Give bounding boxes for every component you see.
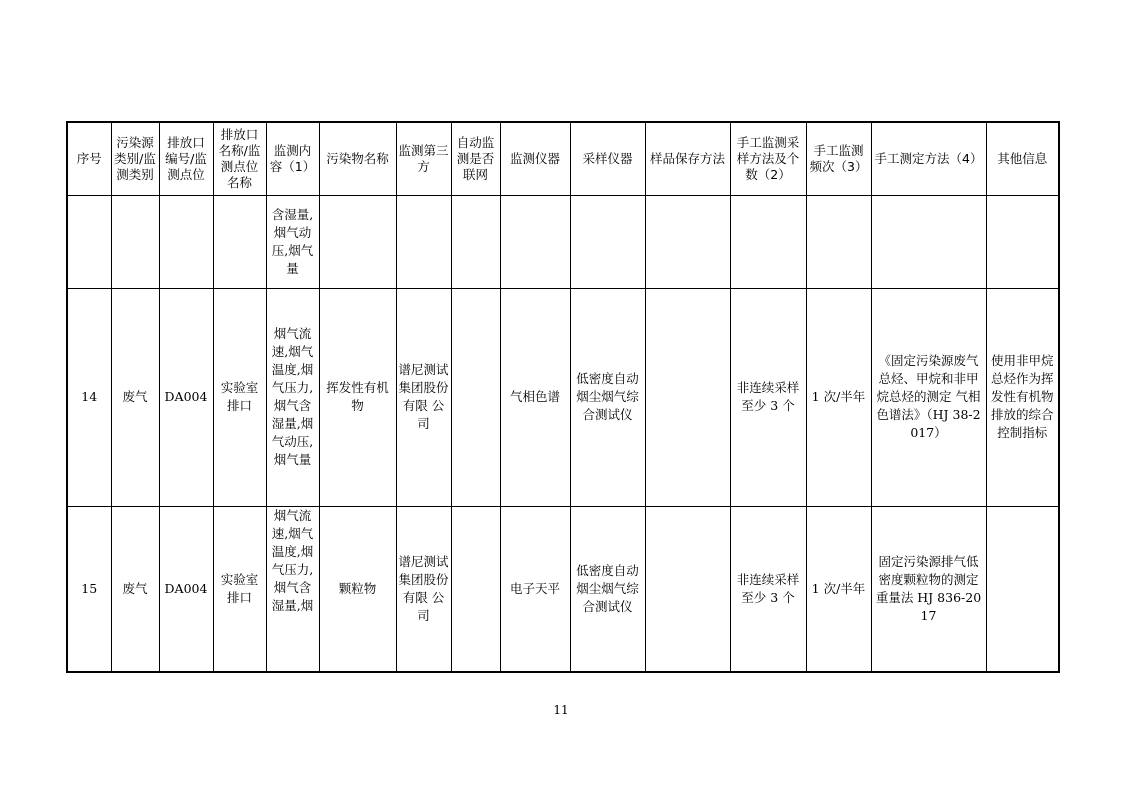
monitor-content-cell [266,506,319,672]
header-cell: 监测仪器 [500,122,570,195]
header-cell: 监测内容（1） [266,122,319,195]
auto-networked-cell [451,288,500,506]
method-cell: 《固定污染源废气 总烃、甲烷和非甲烷总烃的测定 气相色谱法》（HJ 38-2017） [871,288,986,506]
instrument-cell: 电子天平 [500,506,570,672]
table-row-continued [67,195,1059,288]
row-number: 15 [67,506,111,672]
other-info-cell [986,506,1059,672]
header-cell: 样品保存方法 [645,122,730,195]
outlet-name-cell: 实验室排口 [213,288,266,506]
sampling-method-cell: 非连续采样 至少 3 个 [730,506,806,672]
header-cell: 序号 [67,122,111,195]
header-cell: 污染物名称 [319,122,396,195]
outlet-code-cell: DA004 [159,288,213,506]
pollutant-cell: 挥发性有机物 [319,288,396,506]
pollutant-cell: 颗粒物 [319,506,396,672]
table-row [67,506,1059,672]
monitoring-table [66,121,1060,673]
preservation-cell [645,506,730,672]
header-cell: 其他信息 [986,122,1059,195]
header-cell: 排放口编号/监测点位 [159,122,213,195]
header-cell: 采样仪器 [570,122,645,195]
outlet-code-cell: DA004 [159,506,213,672]
header-cell: 手工监测频次（3） [806,122,871,195]
sampler-cell: 低密度自动烟尘烟气综合测试仪 [570,288,645,506]
monitor-content-text: 烟气流速,烟气温度,烟气压力,烟气含湿量,烟 [271,507,314,613]
header-cell: 排放口名称/监测点位名称 [213,122,266,195]
sampler-cell: 低密度自动烟尘烟气综合测试仪 [570,506,645,672]
method-cell: 固定污染源排气低密度颗粒物的测定 重量法 HJ 836-2017 [871,506,986,672]
auto-networked-cell [451,506,500,672]
category-cell: 废气 [111,506,159,672]
instrument-cell: 气相色谱 [500,288,570,506]
header-cell: 自动监测是否联网 [451,122,500,195]
header-cell: 污染源类别/监测类别 [111,122,159,195]
sampling-method-cell: 非连续采样 至少 3 个 [730,288,806,506]
header-cell: 手工测定方法（4） [871,122,986,195]
third-party-cell: 谱尼测试集团股份有限 公 司 [396,506,451,672]
frequency-cell: 1 次/半年 [806,288,871,506]
row-number: 14 [67,288,111,506]
other-info-cell: 使用非甲烷总烃作为挥发性有机物排放的综合控制指标 [986,288,1059,506]
header-cell: 监测第三方 [396,122,451,195]
category-cell: 废气 [111,288,159,506]
header-cell: 手工监测采样方法及个数（2） [730,122,806,195]
table-header-row [67,122,1059,195]
third-party-cell: 谱尼测试集团股份有限 公 司 [396,288,451,506]
monitor-content-cell: 烟气流速,烟气温度,烟气压力,烟气含湿量,烟气动压,烟气量 [266,288,319,506]
page-number: 11 [553,703,569,717]
preservation-cell [645,288,730,506]
outlet-name-cell: 实验室排口 [213,506,266,672]
frequency-cell: 1 次/半年 [806,506,871,672]
monitor-content-cell: 含湿量,烟气动压,烟气量 [266,195,319,288]
table-row [67,288,1059,506]
